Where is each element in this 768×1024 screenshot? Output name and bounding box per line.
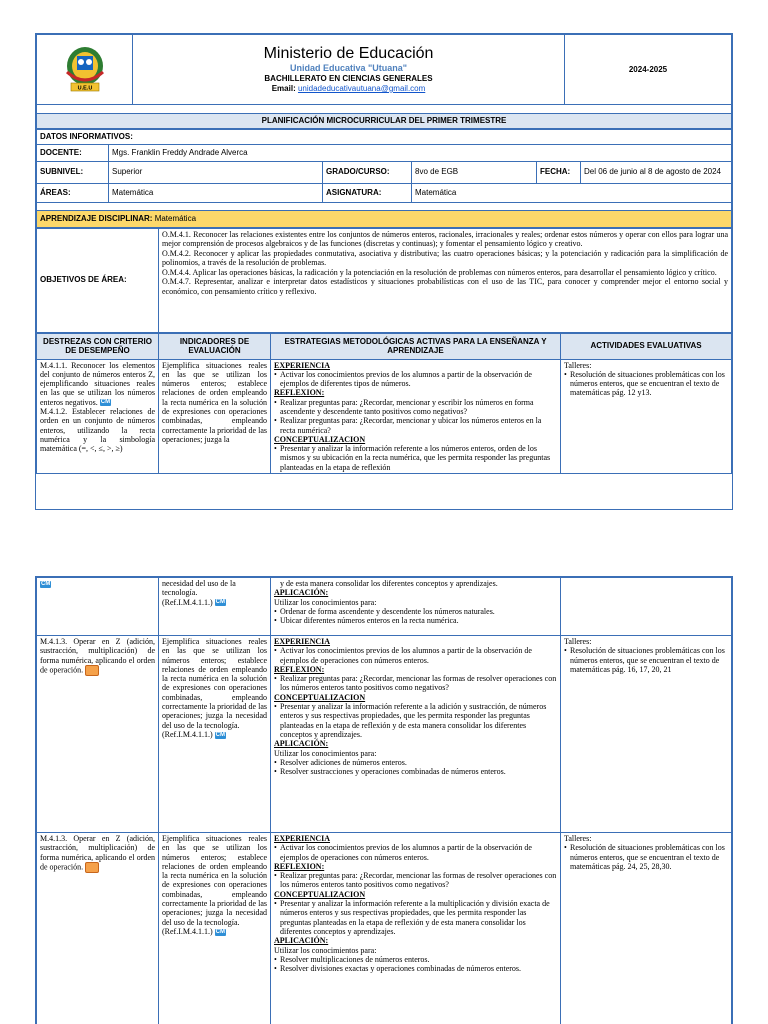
list-item: • Resolución de situaciones problemáticas con los números enteros, que se encuentran el texto de matemáticas pág. 12 y13. [564,370,728,398]
objetivo-item: O.M.4.1. Reconocer las relaciones existentes entre los conjuntos de números enteros, racionales, irracionales y reales; ordenar estos números y operar con ellos para lograr una mejor comprensión de procesos algebraicos y de las funciones (discretas y continuas); y fomentar el pensamiento lógico y creativo. [162,229,728,249]
header-table [36,34,732,105]
school-year: 2024-2025 [565,35,732,105]
reflexion-heading: REFLEXION: [274,861,325,871]
aprendizaje-label: APRENDIZAJE DISCIPLINAR: [40,213,153,223]
asignatura-value: Matemática [412,183,732,202]
list-item: • Resolver adiciones de números enteros. [274,758,557,767]
cm-icon: CM [215,731,225,738]
docente-label: DOCENTE: [37,144,109,161]
aplicacion-heading: APLICACIÓN: [274,936,329,946]
list-item: • Resolución de situaciones problemáticas con los números enteros, que se encuentran el texto de matemáticas pág. 24, 25, 28,30. [564,843,728,871]
aplicacion-intro: Utilizar los conocimientos para: [274,748,377,758]
list-item: • Presentar y analizar la información referente a los números enteros, orden de los mismos y su ubicación en la recta numérica, que les permita responder las preguntas planteadas en la etapa de reflexión [274,444,557,472]
destreza-cell [37,359,159,474]
objetivos-table [36,228,732,333]
list-item: • Realizar preguntas para: ¿Recordar, mencionar las formas de resolver operaciones con los números enteros tanto positivos como negativos? [274,674,557,693]
reflexion-heading: REFLEXION: [274,664,325,674]
destreza-cell [37,578,159,636]
col-actividades: ACTIVIDADES EVALUATIVAS [561,333,732,359]
list-item: • Resolver sustracciones y operaciones combinadas de números enteros. [274,767,557,776]
indicador-text: Ejemplifica situaciones reales en las que se utilizan los números enteros; establece relaciones de orden empleando la recta numérica en la solución de expresiones con operaciones combinadas, empleando correctamente la prioridad de las operaciones; juzga la necesidad del uso de la tecnología. [162,834,267,927]
actividad-cell [561,578,732,636]
estrategia-cell [271,578,561,636]
grado-value: 8vo de EGB [412,161,537,183]
planning-table-page2 [36,577,732,1024]
conceptualizacion-heading: CONCEPTUALIZACION [274,434,366,444]
destreza-cell: M.4.1.3. Operar en Z (adición, sustracción, multiplicación) de forma numérica, aplicando el orden de operación. [37,833,159,1024]
asignatura-label: ASIGNATURA: [323,183,412,202]
cm-icon: CM [100,399,111,406]
experiencia-heading: EXPERIENCIA [274,834,331,843]
actividad-cell [561,359,732,474]
indicador-text: Ejemplifica situaciones reales en las que se utilizan los números enteros; establece relaciones de orden empleando la recta numérica en la solución de expresiones con operaciones combinadas, empleando correctamente la prioridad de las operaciones; juzga la necesidad del uso de la tecnología. [162,637,267,730]
talleres-label: Talleres: [564,360,592,370]
talleres-label: Talleres: [564,637,592,646]
destreza-text: M.4.1.1. Reconocer los elementos del conjunto de números enteros Z, ejemplificando situaciones reales en las que se utilizan los números enteros negativos. CM [40,360,155,407]
svg-text:U.E.U: U.E.U [77,85,92,92]
col-destrezas: DESTREZAS CON CRITERIO DE DESEMPEÑO [37,333,159,359]
info-table [36,129,732,228]
list-item: • Presentar y analizar la información referente a la multiplicación y división exacta de números enteros y sus respectivas propiedades, que les permita responder las preguntas planteadas en la etapa de reflexión y de esta manera consolidar los diferentes conceptos y aprendizajes. [274,899,557,936]
indicador-ref: (Ref.I.M.4.1.1.) CM [162,597,225,607]
destreza-text: M.4.1.2. Establecer relaciones de orden en un conjunto de números enteros, utilizando la recta numérica y la simbología matemática (=, <, ≤, >, ≥) [40,406,155,454]
indicador-ref: (Ref.I.M.4.1.1.) CM [162,926,225,936]
list-item: • Resolver multiplicaciones de números enteros. [274,955,557,964]
objetivo-item: O.M.4.4. Aplicar las operaciones básicas, la radicación y la potenciación en la resolución de problemas con números enteros, para desarrollar el pensamiento lógico y crítico. [162,267,717,277]
experiencia-heading: EXPERIENCIA [274,360,331,370]
reflexion-heading: REFLEXION: [274,388,325,398]
planning-table-page1 [36,333,732,475]
aplicacion-intro: Utilizar los conocimientos para: [274,945,377,955]
actividad-cell [561,833,732,1024]
list-item: • Activar los conocimientos previos de los alumnos a partir de la observación de ejemplos de operaciones con números enteros. [274,843,557,862]
docente-value: Mgs. Franklin Freddy Andrade Alverca [109,144,732,161]
list-item: • Presentar y analizar la información referente a la adición y sustracción, de números enteros y sus respectivas propiedades, que les permita responder las preguntas planteadas en la etapa de reflexión y de esta manera consolidar los diferentes conceptos y aprendizajes. [274,702,557,739]
destreza-cell: M.4.1.3. Operar en Z (adición, sustracción, multiplicación) de forma numérica, aplicando el orden de operación. [37,636,159,833]
cm-icon: CM [41,580,51,587]
aprendizaje-value: Matemática [154,213,197,223]
program-name: BACHILLERATO EN CIENCIAS GENERALES [264,74,433,83]
estrategia-cell [271,359,561,474]
plan-title: PLANIFICACIÓN MICROCURRICULAR DEL PRIMER TRIMESTRE [37,113,732,128]
areas-label: ÁREAS: [37,183,109,202]
table-row [37,636,732,833]
list-item: • Activar los conocimientos previos de los alumnos a partir de la observación de ejemplos de diferentes tipos de números. [274,370,557,389]
list-item: • Ubicar diferentes números enteros en la recta numérica. [274,616,557,625]
cm-icon: CM [215,599,225,606]
talleres-label: Talleres: [564,834,592,843]
header-center [133,35,565,105]
ministry-title: Ministerio de Educación [263,45,434,62]
col-estrategias: ESTRATEGIAS METODOLÓGICAS ACTIVAS PARA LA ENSEÑANZA Y APRENDIZAJE [271,333,561,359]
col-indicadores: INDICADORES DE EVALUACIÓN [159,333,271,359]
indicador-cell [159,578,271,636]
indicador-cell: Ejemplifica situaciones reales en las que se utilizan los números enteros; establece relaciones de orden empleando la recta numérica en la solución de expresiones con operaciones combinadas, empleando correctamente la prioridad de las operaciones; juzga la [159,359,271,474]
email-label: Email: [271,84,296,93]
subnivel-label: SUBNIVEL: [37,161,109,183]
school-name: Unidad Educativa "Utuana" [289,63,408,73]
indicador-text: necesidad del uso de la tecnología. [162,579,236,598]
email-line [136,84,561,94]
email-link[interactable]: unidadeducativautuana@gmail.com [297,84,426,93]
objetivo-item: O.M.4.2. Reconocer y aplicar las propiedades conmutativa, asociativa y distributiva; las cuatro operaciones básicas; y la potenciación y radicación para la simplificación de polinomios, a través de la resolución de problemas. [162,248,728,268]
list-item: • Activar los conocimientos previos de los alumnos a partir de la observación de ejemplos de operaciones con números enteros. [274,646,557,665]
areas-value: Matemática [109,183,323,202]
document-page-2 [35,576,733,1024]
estrategia-cell [271,833,561,1024]
table-row [37,359,732,474]
aplicacion-heading: APLICACIÓN: [274,588,329,598]
conceptualizacion-heading: CONCEPTUALIZACION [274,889,366,899]
aprendizaje-disciplinar [37,210,732,227]
aplicacion-intro: Utilizar los conocimientos para: [274,597,377,607]
conceptualizacion-heading: CONCEPTUALIZACION [274,692,366,702]
school-logo-icon [59,42,111,94]
cm-icon: CM [215,928,225,935]
datos-informativos: DATOS INFORMATIVOS: [37,129,732,144]
subnivel-value: Superior [109,161,323,183]
objetivo-item: O.M.4.7. Representar, analizar e interpretar datos estadísticos y situaciones probabilísticas con el uso de las TIC, para conocer y comprender mejor el entorno social y económico, con pensamiento crítico y reflexivo. [162,277,728,297]
fecha-value: Del 06 de junio al 8 de agosto de 2024 [581,161,732,183]
indicador-cell [159,833,271,1024]
indicador-ref: (Ref.I.M.4.1.1.) CM [162,729,225,739]
table-row [37,578,732,636]
actividad-cell [561,636,732,833]
list-item: • Realizar preguntas para: ¿Recordar, mencionar y ubicar los números enteros en la recta numérica? [274,416,557,435]
objetivos-label: OBJETIVOS DE ÁREA: [37,228,159,332]
list-item: • Realizar preguntas para: ¿Recordar, mencionar las formas de resolver operaciones con los números enteros tanto positivos como negativos? [274,871,557,890]
fecha-label: FECHA: [537,161,581,183]
presentation-icon [85,665,99,676]
table-row [37,833,732,1024]
document-page-1 [35,33,733,510]
list-item: • Ordenar de forma ascendente y descendente los números naturales. [274,607,557,616]
objetivos-list [159,228,732,332]
list-item: • Resolución de situaciones problemáticas con los números enteros, que se encuentran el texto de matemáticas pág. 16, 17, 20, 21 [564,646,728,674]
logo-cell [37,35,133,105]
list-item: • Realizar preguntas para: ¿Recordar, mencionar y escribir los números en forma ascendente y descendente tanto positivos como negativos? [274,398,557,417]
grado-label: GRADO/CURSO: [323,161,412,183]
indicador-cell [159,636,271,833]
estrategia-cell [271,636,561,833]
plan-title-table [36,105,732,129]
conceptualizacion-cont: y de esta manera consolidar los diferentes conceptos y aprendizajes. [280,579,498,588]
aplicacion-heading: APLICACIÓN: [274,739,329,749]
experiencia-heading: EXPERIENCIA [274,637,331,646]
list-item: • Resolver divisiones exactas y operaciones combinadas de números enteros. [274,964,557,973]
presentation-icon [85,862,99,873]
